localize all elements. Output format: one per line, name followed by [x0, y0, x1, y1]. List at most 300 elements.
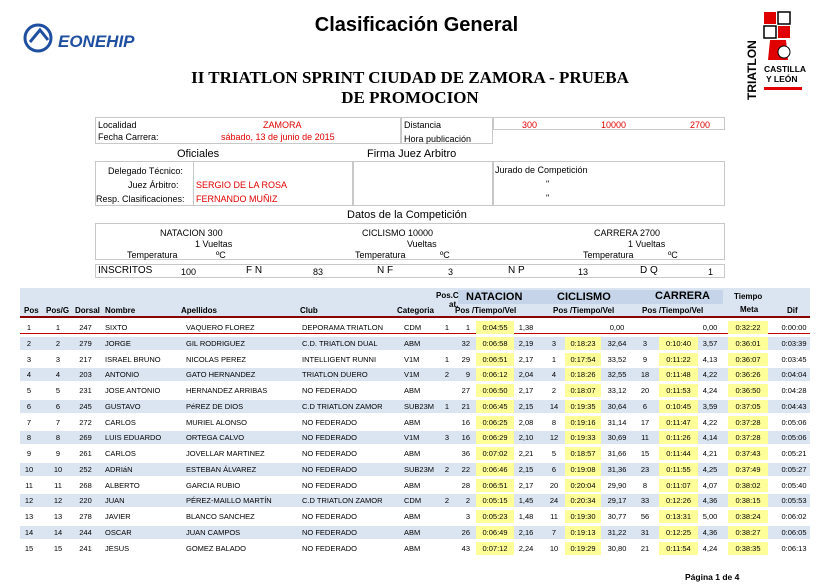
cell-ciclismo-vel: 31,14	[607, 417, 627, 427]
cell-natacion-vel: 2,15	[518, 464, 534, 474]
table-row	[20, 384, 810, 397]
cell-pos-g: 12	[53, 496, 63, 506]
cell-pos: 9	[26, 449, 32, 458]
cell-ciclismo-tiempo: 0:19:29	[565, 542, 601, 555]
cell-natacion-pos: 22	[461, 464, 470, 474]
cell-dif: 0:05:40	[781, 480, 807, 490]
cell-carrera-vel: 4,13	[702, 354, 718, 364]
cell-carrera-tiempo: 0:11:47	[659, 416, 698, 429]
cell-natacion-pos: 16	[461, 417, 470, 427]
cell-carrera-pos: 56	[640, 512, 650, 521]
table-row	[20, 542, 810, 555]
cell-ciclismo-tiempo: 0:17:54	[565, 353, 601, 366]
cell-dif: 0:00:00	[781, 323, 807, 332]
cell-carrera-pos: 21	[640, 543, 650, 553]
cell-pos: 6	[26, 401, 32, 411]
localidad-label: Localidad	[98, 120, 137, 130]
cell-pos-cat: 2	[444, 496, 450, 506]
cell-nombre: JOSE ANTONIO	[105, 386, 161, 395]
cell-nombre: JESUS	[105, 543, 130, 553]
cell-natacion-tiempo: 0:06:50	[476, 384, 514, 397]
cell-categoria: CDM	[404, 323, 422, 332]
distancia-carrera: 2700	[690, 120, 711, 130]
cell-club: NO FEDERADO	[302, 512, 358, 521]
cell-apellidos: ORTEGA CALVO	[186, 433, 245, 443]
cell-natacion-tiempo: 0:06:58	[476, 337, 514, 350]
cell-carrera-tiempo: 0:11:48	[659, 368, 698, 381]
cell-nombre: CARLOS	[105, 449, 136, 458]
cell-ciclismo-pos: 14	[549, 401, 559, 411]
cell-ciclismo-tiempo: 0:18:23	[565, 337, 601, 350]
table-row	[20, 337, 810, 350]
cell-apellidos: JUAN CAMPOS	[186, 527, 241, 537]
cell-pos-cat: 2	[444, 464, 450, 474]
cell-dif: 0:04:04	[781, 370, 807, 380]
cell-natacion-vel: 2,24	[518, 543, 534, 553]
cell-categoria: V1M	[404, 354, 420, 364]
cell-categoria: CDM	[404, 496, 422, 506]
header-divider	[20, 316, 810, 318]
cell-pos-g: 3	[55, 354, 61, 364]
cell-dorsal: 272	[79, 417, 92, 427]
nombre-header: Nombre	[105, 306, 136, 315]
cell-carrera-vel: 4,36	[702, 527, 718, 537]
poscat-header-1: Pos.C	[436, 291, 459, 300]
cell-apellidos: GIL RODRIGUEZ	[186, 338, 245, 348]
carrera-distance: CARRERA 2700	[594, 228, 661, 238]
localidad-value: ZAMORA	[263, 120, 302, 130]
cell-categoria: ABM	[404, 338, 421, 348]
cell-carrera-vel: 5,00	[702, 512, 718, 521]
inscritos-label: INSCRITOS	[98, 265, 153, 276]
cell-carrera-vel: 4,24	[702, 543, 718, 553]
cell-categoria: SUB23M	[404, 464, 435, 474]
cell-ciclismo-pos: 10	[549, 543, 559, 553]
cell-pos-g: 11	[54, 480, 62, 490]
cell-natacion-pos: 28	[461, 480, 470, 490]
cell-natacion-pos: 43	[461, 543, 470, 553]
logo-text-triatlon: TRIATLON	[745, 40, 759, 100]
np-value: 13	[578, 267, 589, 277]
cell-tiempo-meta: 0:36:07	[728, 353, 768, 366]
cell-nombre: JORGE	[105, 338, 131, 348]
cell-natacion-pos: 16	[461, 433, 470, 443]
natacion-temp-unit: ºC	[216, 250, 226, 260]
cell-apellidos: PéREZ DE DIOS	[186, 401, 244, 411]
cell-ciclismo-vel: 30,69	[607, 433, 627, 443]
poscat-header-2: at.	[449, 300, 459, 309]
cell-carrera-pos: 3	[642, 338, 648, 348]
np-label: N P	[508, 265, 525, 276]
cell-ciclismo-tiempo: 0:18:07	[565, 384, 601, 397]
event-title-line1: II TRIATLON SPRINT CIUDAD DE ZAMORA - PRUEBA	[191, 68, 629, 87]
cell-pos-g: 14	[53, 527, 63, 537]
cell-natacion-vel: 2,19	[518, 338, 534, 348]
cell-carrera-tiempo: 0:11:55	[659, 463, 698, 476]
cell-pos-g: 15	[53, 543, 63, 553]
cell-pos: 15	[24, 543, 34, 553]
cell-dorsal: 241	[79, 543, 92, 553]
cell-ciclismo-vel: 32,55	[607, 370, 627, 380]
cell-carrera-tiempo: 0:11:22	[659, 353, 698, 366]
categoria-header: Categoria	[397, 306, 434, 315]
natacion-header: NATACION	[466, 291, 523, 303]
cell-ciclismo-tiempo: 0:20:34	[565, 494, 601, 507]
resp-clasificaciones-label: Resp. Clasificaciones:	[96, 194, 185, 204]
cell-tiempo-meta: 0:37:28	[728, 431, 768, 444]
cell-natacion-vel: 2,04	[518, 370, 534, 380]
fecha-label: Fecha Carrera:	[98, 132, 159, 142]
cell-pos: 10	[24, 464, 34, 474]
cell-ciclismo-vel: 31,22	[607, 527, 627, 537]
cell-apellidos: GATO HERNANDEZ	[186, 370, 256, 380]
cell-carrera-tiempo: 0:10:45	[659, 400, 698, 413]
cell-carrera-tiempo: 0:12:26	[659, 494, 698, 507]
oficiales-title: Oficiales	[177, 148, 220, 160]
cell-natacion-pos: 36	[461, 449, 470, 458]
cell-carrera-tiempo: 0:11:54	[659, 542, 698, 555]
cell-dorsal: 268	[79, 480, 92, 490]
cell-apellidos: GOMEZ BALADO	[186, 543, 247, 553]
cell-natacion-vel: 2,17	[518, 354, 534, 364]
cell-natacion-pos: 27	[461, 386, 470, 395]
juez-arbitro-value: SERGIO DE LA ROSA	[196, 180, 288, 190]
cell-carrera-vel: 4,22	[702, 370, 718, 380]
cell-carrera-tiempo: 0:11:07	[659, 479, 698, 492]
cell-club: NO FEDERADO	[302, 433, 358, 443]
jurado-label: Jurado de Competición	[495, 165, 588, 175]
cell-ciclismo-vel: 30,77	[607, 512, 627, 521]
cell-ciclismo-pos: 1	[551, 354, 557, 364]
club-header: Club	[300, 306, 318, 315]
table-row	[20, 494, 810, 507]
cell-tiempo-meta: 0:36:26	[728, 368, 768, 381]
cell-pos: 14	[24, 527, 34, 537]
fecha-value: sábado, 13 de junio de 2015	[221, 132, 335, 142]
cell-ciclismo-pos: 24	[549, 496, 559, 506]
cell-pos: 4	[26, 370, 32, 380]
cell-pos-cat: 2	[444, 370, 450, 380]
cell-categoria: ABM	[404, 512, 421, 521]
cell-apellidos: NICOLAS PEREZ	[186, 354, 247, 364]
cell-carrera-pos: 8	[642, 480, 648, 490]
table-row	[20, 463, 810, 476]
table-row	[20, 368, 810, 381]
cell-apellidos: VAQUERO FLOREZ	[186, 323, 255, 332]
cell-club: C.D. TRIATLON DUAL	[302, 338, 378, 348]
cell-ciclismo-tiempo: 0:19:16	[565, 416, 601, 429]
cell-carrera-vel: 4,14	[702, 433, 718, 443]
cell-natacion-pos: 21	[461, 401, 470, 411]
cell-ciclismo-vel: 29,17	[607, 496, 627, 506]
cell-natacion-tiempo: 0:04:55	[476, 321, 514, 334]
cell-tiempo-meta: 0:38:35	[728, 542, 768, 555]
logo-text-castilla: CASTILLA	[764, 64, 807, 74]
cell-pos: 5	[26, 386, 32, 395]
cell-club: INTELLIGENT RUNNI	[302, 354, 377, 364]
inscritos-value: 100	[181, 267, 197, 277]
resp-clasificaciones-value: FERNANDO MUÑIZ	[196, 194, 278, 204]
cell-pos: 7	[26, 417, 32, 427]
cell-carrera-vel: 0,00	[702, 323, 718, 332]
cell-pos: 3	[26, 354, 32, 364]
cell-ciclismo-pos: 3	[551, 338, 557, 348]
cell-ciclismo-tiempo: 0:18:26	[565, 368, 601, 381]
cell-tiempo-meta: 0:37:43	[728, 447, 768, 460]
juez-arbitro-label: Juez Árbitro:	[128, 180, 179, 190]
table-row	[20, 479, 810, 492]
cell-pos: 12	[24, 496, 34, 506]
cell-categoria: ABM	[404, 480, 421, 490]
cell-tiempo-meta: 0:38:24	[728, 510, 768, 523]
cell-ciclismo-pos: 11	[550, 512, 558, 521]
cell-dorsal: 278	[79, 512, 92, 521]
cell-dif: 0:06:13	[781, 543, 807, 553]
page-number: Página 1 de 4	[685, 572, 740, 582]
cell-ciclismo-pos: 8	[551, 417, 557, 427]
cell-dorsal: 279	[79, 338, 92, 348]
dq-label: D Q	[640, 265, 658, 276]
cell-ciclismo-vel: 31,36	[607, 464, 627, 474]
table-row	[20, 526, 810, 539]
cell-natacion-tiempo: 0:06:46	[476, 463, 514, 476]
fn-value: 83	[313, 267, 324, 277]
cell-carrera-vel: 4,24	[702, 386, 718, 395]
ciclismo-temp-label: Temperatura	[355, 250, 406, 260]
cell-carrera-pos: 31	[640, 527, 650, 537]
cell-natacion-vel: 1,38	[518, 323, 534, 332]
tiempo-header-1: Tiempo	[734, 292, 763, 301]
cell-natacion-tiempo: 0:06:29	[476, 431, 514, 444]
cell-natacion-pos: 1	[465, 323, 470, 332]
cell-dif: 0:04:28	[781, 386, 807, 395]
cell-pos-g: 4	[55, 370, 61, 380]
delegado-label: Delegado Técnico:	[108, 166, 183, 176]
cell-club: NO FEDERADO	[302, 417, 358, 427]
cell-club: NO FEDERADO	[302, 464, 358, 474]
cell-ciclismo-pos: 5	[551, 449, 557, 458]
pos-header: Pos	[24, 306, 39, 315]
cell-ciclismo-pos: 20	[549, 480, 559, 490]
cell-ciclismo-vel: 33,52	[607, 354, 627, 364]
cell-tiempo-meta: 0:37:49	[728, 463, 768, 476]
cell-carrera-tiempo: 0:11:44	[659, 447, 698, 460]
cell-categoria: ABM	[404, 449, 421, 458]
cell-nombre: JAVIER	[105, 512, 131, 521]
ciclismo-header: CICLISMO	[557, 291, 611, 303]
cell-pos: 11	[25, 480, 33, 490]
cell-dif: 0:05:21	[781, 449, 807, 458]
cell-ciclismo-tiempo: 0:19:35	[565, 400, 601, 413]
cell-club: NO FEDERADO	[302, 386, 358, 395]
cell-dorsal: 203	[79, 370, 92, 380]
cell-tiempo-meta: 0:37:05	[728, 400, 768, 413]
carrera-header: CARRERA	[655, 290, 710, 302]
cell-pos-g: 9	[55, 449, 61, 458]
dif-header: Dif	[787, 306, 798, 315]
cell-dorsal: 269	[79, 433, 92, 443]
cell-pos: 8	[26, 433, 32, 443]
ciclismo-distance: CICLISMO 10000	[362, 228, 434, 238]
cell-nombre: LUIS EDUARDO	[105, 433, 162, 443]
cell-ciclismo-pos: 6	[551, 464, 557, 474]
cell-club: NO FEDERADO	[302, 480, 358, 490]
cell-dif: 0:03:39	[781, 338, 807, 348]
cell-natacion-pos: 3	[465, 512, 470, 521]
event-title	[150, 68, 670, 108]
hora-publicacion-label: Hora publicación	[404, 134, 472, 144]
posg-header: Pos/G	[46, 306, 70, 315]
cell-pos-g: 10	[53, 464, 63, 474]
cell-pos-g: 2	[55, 338, 61, 348]
carrera-temp-label: Temperatura	[583, 250, 634, 260]
cell-carrera-pos: 15	[640, 449, 650, 458]
cell-ciclismo-pos: 12	[549, 433, 559, 443]
cell-apellidos: HERNANDEZ ARRIBAS	[186, 386, 268, 395]
table-row	[20, 510, 810, 523]
cell-pos-g: 6	[55, 401, 61, 411]
cell-dorsal: 252	[79, 464, 92, 474]
cell-categoria: V1M	[404, 370, 420, 380]
cell-nombre: ANTONIO	[105, 370, 140, 380]
jurado-ditto-2: "	[546, 193, 550, 203]
distancia-ciclismo: 10000	[601, 120, 627, 130]
firma-juez-title: Firma Juez Arbitro	[367, 148, 457, 160]
carrera-vueltas: 1 Vueltas	[628, 239, 666, 249]
cell-natacion-tiempo: 0:06:25	[476, 416, 514, 429]
datos-competicion-title: Datos de la Competición	[347, 209, 467, 221]
cell-categoria: ABM	[404, 543, 421, 553]
cell-carrera-vel: 4,22	[702, 417, 718, 427]
cell-carrera-pos: 20	[640, 386, 650, 395]
nf-value: 3	[448, 267, 454, 277]
cell-carrera-pos: 23	[640, 464, 650, 474]
cell-tiempo-meta: 0:38:15	[728, 494, 768, 507]
dorsal-header: Dorsal	[75, 306, 100, 315]
distancia-label: Distancia	[404, 120, 442, 130]
cell-tiempo-meta: 0:36:50	[728, 384, 768, 397]
cell-nombre: GUSTAVO	[105, 401, 141, 411]
cell-carrera-tiempo: 0:12:25	[659, 526, 698, 539]
cell-dorsal: 247	[79, 323, 92, 332]
distancia-natacion: 300	[522, 120, 538, 130]
cell-natacion-tiempo: 0:06:45	[476, 400, 514, 413]
cell-carrera-vel: 4,25	[702, 464, 718, 474]
fn-label: F N	[246, 265, 263, 276]
cell-carrera-tiempo: 0:13:31	[659, 510, 698, 523]
cell-pos-g: 1	[55, 323, 61, 332]
cell-nombre: ADRIáN	[105, 464, 133, 474]
cell-categoria: ABM	[404, 417, 421, 427]
cell-nombre: SIXTO	[105, 323, 128, 332]
ciclismo-vueltas: Vueltas	[407, 239, 437, 249]
cell-carrera-tiempo: 0:10:40	[659, 337, 698, 350]
carrera-subheader: Pos /Tiempo/Vel	[642, 306, 704, 315]
cell-club: NO FEDERADO	[302, 449, 358, 458]
natacion-vueltas: 1 Vueltas	[195, 239, 233, 249]
cell-dif: 0:05:27	[781, 464, 807, 474]
cell-ciclismo-tiempo: 0:20:04	[565, 479, 601, 492]
cell-nombre: CARLOS	[105, 417, 136, 427]
cell-natacion-tiempo: 0:07:12	[476, 542, 514, 555]
page-title: Clasificación General	[314, 14, 519, 36]
dq-value: 1	[708, 267, 714, 277]
cell-natacion-tiempo: 0:05:23	[476, 510, 514, 523]
cell-ciclismo-vel: 30,80	[607, 543, 627, 553]
nf-label: N F	[377, 265, 394, 276]
cell-natacion-pos: 26	[461, 527, 470, 537]
cell-carrera-vel: 4,36	[702, 496, 718, 506]
cell-natacion-pos: 9	[465, 370, 470, 380]
cell-dif: 0:06:02	[781, 512, 807, 521]
cell-pos-g: 7	[55, 417, 61, 427]
cell-apellidos: GARCIA RUBIO	[186, 480, 241, 490]
cell-dif: 0:03:45	[781, 354, 807, 364]
cell-carrera-pos: 9	[642, 354, 648, 364]
cell-carrera-pos: 17	[640, 417, 650, 427]
cell-natacion-tiempo: 0:06:12	[476, 368, 514, 381]
cell-ciclismo-tiempo: 0:19:33	[565, 431, 601, 444]
cell-tiempo-meta: 0:37:28	[728, 416, 768, 429]
cell-categoria: SUB23M	[404, 401, 435, 411]
cell-carrera-vel: 4,21	[702, 449, 718, 458]
cell-natacion-pos: 29	[461, 354, 470, 364]
cell-carrera-vel: 3,57	[702, 338, 718, 348]
firma-box	[353, 161, 493, 206]
cell-natacion-tiempo: 0:05:15	[476, 494, 514, 507]
cell-pos: 1	[26, 323, 32, 332]
cell-pos-cat: 1	[444, 323, 450, 332]
table-row	[20, 416, 810, 429]
cell-ciclismo-pos: 7	[551, 527, 557, 537]
cell-ciclismo-pos: 2	[551, 386, 557, 395]
cell-pos-g: 5	[55, 386, 61, 395]
cell-categoria: ABM	[404, 386, 421, 395]
natacion-temp-label: Temperatura	[127, 250, 178, 260]
cell-dif: 0:05:06	[781, 417, 807, 427]
cell-ciclismo-vel: 29,90	[607, 480, 627, 490]
cell-natacion-vel: 2,17	[518, 386, 534, 395]
cell-dif: 0:05:53	[781, 496, 807, 506]
cell-dorsal: 231	[79, 386, 92, 395]
cell-ciclismo-tiempo: 0:18:57	[565, 447, 601, 460]
cell-categoria: V1M	[404, 433, 420, 443]
cell-dorsal: 244	[79, 527, 92, 537]
natacion-subheader: Pos /Tiempo/Vel	[455, 306, 517, 315]
cell-nombre: ISRAEL BRUNO	[105, 354, 161, 364]
cell-pos-g: 8	[55, 433, 61, 443]
cell-apellidos: ESTEBAN ÁLVAREZ	[186, 464, 257, 474]
table-row	[20, 353, 810, 366]
cell-carrera-pos: 18	[640, 370, 650, 380]
eonehip-logo-text: EONEHIP	[58, 32, 135, 51]
cell-pos-g: 13	[53, 512, 63, 521]
cell-natacion-tiempo: 0:06:51	[476, 353, 514, 366]
cell-ciclismo-vel: 0,00	[609, 323, 625, 332]
natacion-distance: NATACION 300	[160, 228, 223, 238]
cell-natacion-pos: 32	[461, 338, 470, 348]
cell-apellidos: PÉREZ-MAILLO MARTÍN	[186, 496, 272, 506]
cell-apellidos: MURIEL ALONSO	[186, 417, 247, 427]
cell-carrera-pos: 11	[641, 433, 649, 443]
ciclismo-subheader: Pos /Tiempo/Vel	[553, 306, 615, 315]
table-row	[20, 431, 810, 444]
cell-natacion-tiempo: 0:06:51	[476, 479, 514, 492]
cell-ciclismo-tiempo: 0:19:13	[565, 526, 601, 539]
cell-categoria: ABM	[404, 527, 421, 537]
cell-tiempo-meta: 0:32:22	[728, 321, 768, 334]
cell-tiempo-meta: 0:36:01	[728, 337, 768, 350]
